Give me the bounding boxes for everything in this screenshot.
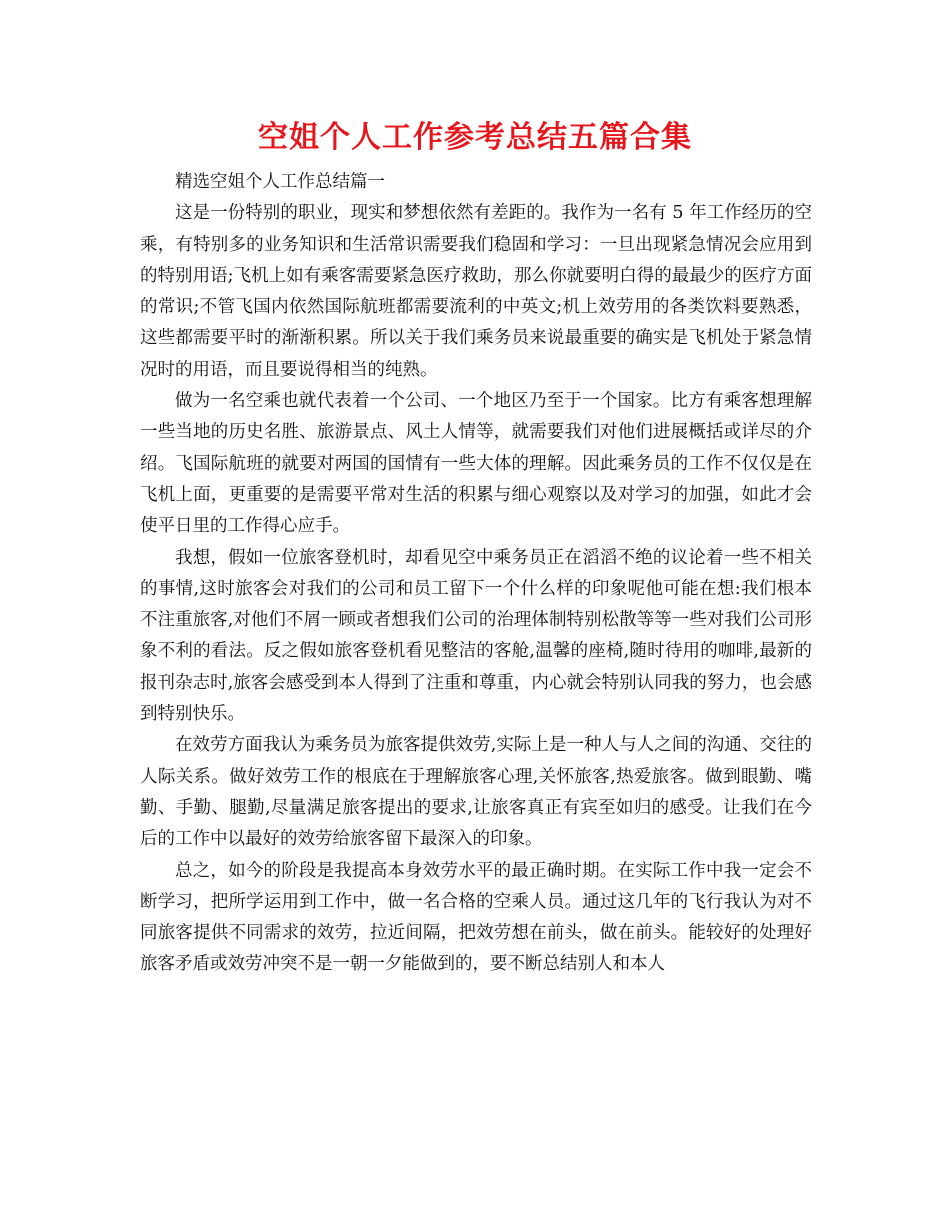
document-body — [140, 167, 812, 981]
paragraph: 我想，假如一位旅客登机时，却看见空中乘务员正在滔滔不绝的议论着一些不相关的事情,这时旅客会对我们的公司和员工留下一个什么样的印象呢他可能在想:我们根本不注重旅客,对他们不屑一顾或者想我们公司的治理体制特别松散等等一些对我们公司形象不利的看法。反之假如旅客登机看见整洁的客舱,温馨的座椅,随时待用的咖啡,最新的报刊杂志时,旅客会感受到本人得到了注重和尊重，内心就会特别认同我的努力，也会感到特别快乐。 — [140, 547, 812, 725]
paragraph: 在效劳方面我认为乘务员为旅客提供效劳,实际上是一种人与人之间的沟通、交往的人际关系。做好效劳工作的根底在于理解旅客心理,关怀旅客,热爱旅客。做到眼勤、嘴勤、手勤、腿勤,尽量满足旅客提出的要求,让旅客真正有宾至如归的感受。让我们在今后的工作中以最好的效劳给旅客留下最深入的印象。 — [140, 735, 812, 850]
paragraph: 做为一名空乘也就代表着一个公司、一个地区乃至于一个国家。比方有乘客想理解一些当地的历史名胜、旅游景点、风土人情等，就需要我们对他们进展概括或详尽的介绍。飞国际航班的就要对两国的国情有一些大体的理解。因此乘务员的工作不仅仅是在飞机上面，更重要的是需要平常对生活的积累与细心观察以及对学习的加强，如此才会使平日里的工作得心应手。 — [140, 391, 812, 537]
document-title: 空姐个人工作参考总结五篇合集 — [258, 120, 692, 155]
section-subheading: 精选空姐个人工作总结篇一 — [175, 172, 385, 192]
paragraph: 这是一份特别的职业，现实和梦想依然有差距的。我作为一名有 5 年工作经历的空乘，有特别多的业务知识和生活常识需要我们稳固和学习：一旦出现紧急情况会应用到的特别用语;飞机上如有乘客需要紧急医疗救助，那么你就要明白得的最最少的医疗方面的常识;不管飞国内依然国际航班都需要流利的中英文;机上效劳用的各类饮料要熟悉，这些都需要平时的渐渐积累。所以关于我们乘务员来说最重要的确实是飞机处于紧急情况时的用语，而且要说得相当的纯熟。 — [140, 203, 812, 380]
paragraph: 总之，如今的阶段是我提高本身效劳水平的最正确时期。在实际工作中我一定会不断学习，把所学运用到工作中，做一名合格的空乘人员。通过这几年的飞行我认为对不同旅客提供不同需求的效劳，拉近间隔，把效劳想在前头，做在前头。能较好的处理好旅客矛盾或效劳冲突不是一朝一夕能做到的，要不断总结别人和本人 — [140, 860, 812, 975]
